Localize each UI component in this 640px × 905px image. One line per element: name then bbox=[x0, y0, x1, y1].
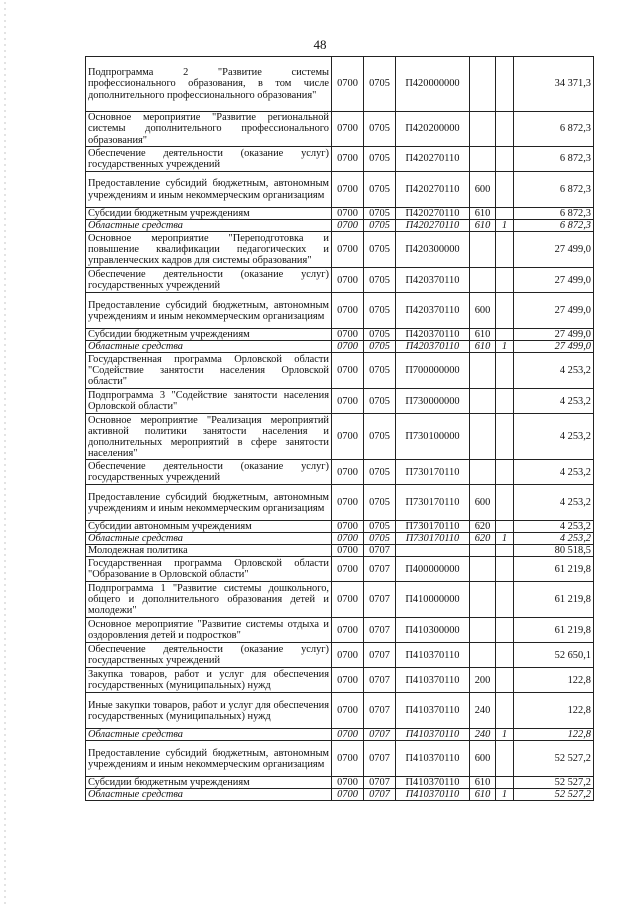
target-article-cell: П400000000 bbox=[396, 557, 470, 582]
funding-source-cell bbox=[496, 112, 514, 147]
row-name-cell: Субсидии бюджетным учреждениям bbox=[86, 208, 332, 220]
table-row bbox=[86, 293, 594, 329]
section-code-cell: 0700 bbox=[332, 147, 364, 172]
amount-cell: 6 872,3 bbox=[514, 112, 594, 147]
table-row bbox=[86, 232, 594, 268]
page-number: 48 bbox=[313, 37, 327, 52]
amount-cell: 61 219,8 bbox=[514, 618, 594, 643]
funding-source-cell bbox=[496, 521, 514, 533]
row-name-cell: Предоставление субсидий бюджетным, автономным учреждениям и иным некоммерческим организациям bbox=[86, 741, 332, 777]
target-article-cell bbox=[396, 545, 470, 557]
row-name-cell: Обеспечение деятельности (оказание услуг) государственных учреждений bbox=[86, 268, 332, 293]
section-code-cell: 0700 bbox=[332, 414, 364, 460]
section-code-cell: 0700 bbox=[332, 521, 364, 533]
target-article-cell: П730170110 bbox=[396, 533, 470, 545]
target-article-cell: П410370110 bbox=[396, 693, 470, 729]
subsection-code-cell: 0705 bbox=[364, 485, 396, 521]
funding-source-cell: 1 bbox=[496, 533, 514, 545]
section-code-cell: 0700 bbox=[332, 112, 364, 147]
row-name-cell: Молодежная политика bbox=[86, 545, 332, 557]
target-article-cell: П410000000 bbox=[396, 582, 470, 618]
funding-source-cell: 1 bbox=[496, 341, 514, 353]
section-code-cell: 0700 bbox=[332, 232, 364, 268]
subsection-code-cell: 0705 bbox=[364, 533, 396, 545]
row-name-cell: Иные закупки товаров, работ и услуг для обеспечения государственных (муниципальных) нужд bbox=[86, 693, 332, 729]
expense-type-cell bbox=[470, 414, 496, 460]
table-row bbox=[86, 729, 594, 741]
row-name-cell: Областные средства bbox=[86, 789, 332, 801]
expense-type-cell bbox=[470, 389, 496, 414]
section-code-cell: 0700 bbox=[332, 777, 364, 789]
expense-type-cell: 600 bbox=[470, 485, 496, 521]
amount-cell: 52 527,2 bbox=[514, 741, 594, 777]
subsection-code-cell: 0707 bbox=[364, 582, 396, 618]
amount-cell: 6 872,3 bbox=[514, 147, 594, 172]
section-code-cell: 0700 bbox=[332, 329, 364, 341]
funding-source-cell bbox=[496, 693, 514, 729]
table-row bbox=[86, 485, 594, 521]
funding-source-cell bbox=[496, 582, 514, 618]
amount-cell: 6 872,3 bbox=[514, 208, 594, 220]
funding-source-cell bbox=[496, 557, 514, 582]
section-code-cell: 0700 bbox=[332, 643, 364, 668]
amount-cell: 27 499,0 bbox=[514, 329, 594, 341]
table-row bbox=[86, 147, 594, 172]
amount-cell: 6 872,3 bbox=[514, 172, 594, 208]
subsection-code-cell: 0707 bbox=[364, 741, 396, 777]
expense-type-cell: 610 bbox=[470, 329, 496, 341]
expense-type-cell: 620 bbox=[470, 533, 496, 545]
row-name-cell: Предоставление субсидий бюджетным, автономным учреждениям и иным некоммерческим организациям bbox=[86, 293, 332, 329]
amount-cell: 122,8 bbox=[514, 668, 594, 693]
table-row bbox=[86, 545, 594, 557]
amount-cell: 27 499,0 bbox=[514, 268, 594, 293]
table-row bbox=[86, 460, 594, 485]
table-row bbox=[86, 172, 594, 208]
funding-source-cell bbox=[496, 643, 514, 668]
expense-type-cell bbox=[470, 268, 496, 293]
amount-cell: 52 527,2 bbox=[514, 789, 594, 801]
row-name-cell: Предоставление субсидий бюджетным, автономным учреждениям и иным некоммерческим организациям bbox=[86, 172, 332, 208]
subsection-code-cell: 0705 bbox=[364, 232, 396, 268]
subsection-code-cell: 0707 bbox=[364, 557, 396, 582]
amount-cell: 34 371,3 bbox=[514, 57, 594, 112]
subsection-code-cell: 0707 bbox=[364, 618, 396, 643]
row-name-cell: Основное мероприятие "Развитие системы отдыха и оздоровления детей и подростков" bbox=[86, 618, 332, 643]
funding-source-cell bbox=[496, 147, 514, 172]
expense-type-cell: 200 bbox=[470, 668, 496, 693]
funding-source-cell: 1 bbox=[496, 789, 514, 801]
amount-cell: 122,8 bbox=[514, 729, 594, 741]
table-row bbox=[86, 643, 594, 668]
expense-type-cell: 610 bbox=[470, 341, 496, 353]
funding-source-cell bbox=[496, 389, 514, 414]
row-name-cell: Подпрограмма 1 "Развитие системы дошкольного, общего и дополнительного образования детей и молодежи" bbox=[86, 582, 332, 618]
section-code-cell: 0700 bbox=[332, 533, 364, 545]
target-article-cell: П730000000 bbox=[396, 389, 470, 414]
target-article-cell: П730170110 bbox=[396, 485, 470, 521]
table-row bbox=[86, 208, 594, 220]
section-code-cell: 0700 bbox=[332, 582, 364, 618]
binder-holes bbox=[4, 0, 6, 905]
row-name-cell: Основное мероприятие "Переподготовка и повышение квалификации педагогических и управленческих кадров для системы образования" bbox=[86, 232, 332, 268]
expense-type-cell bbox=[470, 353, 496, 389]
subsection-code-cell: 0705 bbox=[364, 220, 396, 232]
subsection-code-cell: 0705 bbox=[364, 147, 396, 172]
funding-source-cell bbox=[496, 741, 514, 777]
target-article-cell: П410370110 bbox=[396, 729, 470, 741]
expense-type-cell: 240 bbox=[470, 693, 496, 729]
expense-type-cell bbox=[470, 112, 496, 147]
amount-cell: 4 253,2 bbox=[514, 353, 594, 389]
subsection-code-cell: 0707 bbox=[364, 729, 396, 741]
target-article-cell: П700000000 bbox=[396, 353, 470, 389]
section-code-cell: 0700 bbox=[332, 341, 364, 353]
row-name-cell: Основное мероприятие "Реализация мероприятий активной политики занятости населения и дополнительных мероприятий в сфере занятости населения" bbox=[86, 414, 332, 460]
amount-cell: 61 219,8 bbox=[514, 557, 594, 582]
expense-type-cell bbox=[470, 57, 496, 112]
subsection-code-cell: 0705 bbox=[364, 172, 396, 208]
row-name-cell: Предоставление субсидий бюджетным, автономным учреждениям и иным некоммерческим организациям bbox=[86, 485, 332, 521]
row-name-cell: Областные средства bbox=[86, 220, 332, 232]
target-article-cell: П420300000 bbox=[396, 232, 470, 268]
table-row bbox=[86, 220, 594, 232]
section-code-cell: 0700 bbox=[332, 668, 364, 693]
table-row bbox=[86, 777, 594, 789]
expense-type-cell: 600 bbox=[470, 293, 496, 329]
expense-type-cell bbox=[470, 618, 496, 643]
row-name-cell: Обеспечение деятельности (оказание услуг) государственных учреждений bbox=[86, 643, 332, 668]
table-row bbox=[86, 618, 594, 643]
row-name-cell: Субсидии бюджетным учреждениям bbox=[86, 329, 332, 341]
subsection-code-cell: 0705 bbox=[364, 353, 396, 389]
table-row bbox=[86, 789, 594, 801]
target-article-cell: П730100000 bbox=[396, 414, 470, 460]
target-article-cell: П410370110 bbox=[396, 643, 470, 668]
amount-cell: 4 253,2 bbox=[514, 533, 594, 545]
subsection-code-cell: 0707 bbox=[364, 668, 396, 693]
subsection-code-cell: 0707 bbox=[364, 693, 396, 729]
row-name-cell: Государственная программа Орловской области "Образование в Орловской области" bbox=[86, 557, 332, 582]
expense-type-cell bbox=[470, 460, 496, 485]
subsection-code-cell: 0705 bbox=[364, 293, 396, 329]
target-article-cell: П420270110 bbox=[396, 172, 470, 208]
subsection-code-cell: 0705 bbox=[364, 268, 396, 293]
target-article-cell: П420370110 bbox=[396, 341, 470, 353]
table-row bbox=[86, 268, 594, 293]
section-code-cell: 0700 bbox=[332, 293, 364, 329]
subsection-code-cell: 0705 bbox=[364, 414, 396, 460]
amount-cell: 52 650,1 bbox=[514, 643, 594, 668]
table-row bbox=[86, 353, 594, 389]
target-article-cell: П420200000 bbox=[396, 112, 470, 147]
subsection-code-cell: 0705 bbox=[364, 57, 396, 112]
funding-source-cell bbox=[496, 208, 514, 220]
table-row bbox=[86, 389, 594, 414]
amount-cell: 27 499,0 bbox=[514, 293, 594, 329]
table-row bbox=[86, 582, 594, 618]
row-name-cell: Областные средства bbox=[86, 729, 332, 741]
subsection-code-cell: 0707 bbox=[364, 777, 396, 789]
amount-cell: 27 499,0 bbox=[514, 341, 594, 353]
subsection-code-cell: 0705 bbox=[364, 329, 396, 341]
section-code-cell: 0700 bbox=[332, 57, 364, 112]
section-code-cell: 0700 bbox=[332, 789, 364, 801]
table-row bbox=[86, 741, 594, 777]
funding-source-cell bbox=[496, 268, 514, 293]
target-article-cell: П410370110 bbox=[396, 741, 470, 777]
section-code-cell: 0700 bbox=[332, 545, 364, 557]
expense-type-cell: 610 bbox=[470, 220, 496, 232]
subsection-code-cell: 0705 bbox=[364, 208, 396, 220]
row-name-cell: Областные средства bbox=[86, 533, 332, 545]
subsection-code-cell: 0707 bbox=[364, 545, 396, 557]
expense-type-cell bbox=[470, 147, 496, 172]
row-name-cell: Основное мероприятие "Развитие региональной системы дополнительного профессионального образования" bbox=[86, 112, 332, 147]
section-code-cell: 0700 bbox=[332, 172, 364, 208]
funding-source-cell: 1 bbox=[496, 220, 514, 232]
target-article-cell: П420370110 bbox=[396, 329, 470, 341]
amount-cell: 4 253,2 bbox=[514, 414, 594, 460]
funding-source-cell bbox=[496, 485, 514, 521]
expense-type-cell bbox=[470, 545, 496, 557]
target-article-cell: П420270110 bbox=[396, 220, 470, 232]
row-name-cell: Государственная программа Орловской области "Содействие занятости населения Орловской области" bbox=[86, 353, 332, 389]
row-name-cell: Закупка товаров, работ и услуг для обеспечения государственных (муниципальных) нужд bbox=[86, 668, 332, 693]
amount-cell: 4 253,2 bbox=[514, 460, 594, 485]
table-row bbox=[86, 112, 594, 147]
section-code-cell: 0700 bbox=[332, 389, 364, 414]
subsection-code-cell: 0705 bbox=[364, 521, 396, 533]
target-article-cell: П420370110 bbox=[396, 293, 470, 329]
target-article-cell: П420370110 bbox=[396, 268, 470, 293]
section-code-cell: 0700 bbox=[332, 460, 364, 485]
target-article-cell: П410300000 bbox=[396, 618, 470, 643]
target-article-cell: П410370110 bbox=[396, 789, 470, 801]
amount-cell: 6 872,3 bbox=[514, 220, 594, 232]
row-name-cell: Подпрограмма 3 "Содействие занятости населения Орловской области" bbox=[86, 389, 332, 414]
expense-type-cell: 240 bbox=[470, 729, 496, 741]
amount-cell: 4 253,2 bbox=[514, 485, 594, 521]
budget-table-body bbox=[86, 57, 594, 801]
funding-source-cell bbox=[496, 777, 514, 789]
amount-cell: 80 518,5 bbox=[514, 545, 594, 557]
funding-source-cell bbox=[496, 293, 514, 329]
expense-type-cell bbox=[470, 557, 496, 582]
section-code-cell: 0700 bbox=[332, 485, 364, 521]
table-row bbox=[86, 414, 594, 460]
section-code-cell: 0700 bbox=[332, 208, 364, 220]
funding-source-cell: 1 bbox=[496, 729, 514, 741]
table-row bbox=[86, 693, 594, 729]
subsection-code-cell: 0705 bbox=[364, 341, 396, 353]
funding-source-cell bbox=[496, 329, 514, 341]
amount-cell: 4 253,2 bbox=[514, 521, 594, 533]
expense-type-cell: 620 bbox=[470, 521, 496, 533]
table-row bbox=[86, 668, 594, 693]
funding-source-cell bbox=[496, 414, 514, 460]
subsection-code-cell: 0705 bbox=[364, 460, 396, 485]
row-name-cell: Субсидии бюджетным учреждениям bbox=[86, 777, 332, 789]
funding-source-cell bbox=[496, 618, 514, 643]
amount-cell: 61 219,8 bbox=[514, 582, 594, 618]
expense-type-cell: 600 bbox=[470, 172, 496, 208]
expense-type-cell bbox=[470, 582, 496, 618]
table-row bbox=[86, 521, 594, 533]
expense-type-cell: 610 bbox=[470, 777, 496, 789]
subsection-code-cell: 0705 bbox=[364, 389, 396, 414]
table-row bbox=[86, 57, 594, 112]
amount-cell: 27 499,0 bbox=[514, 232, 594, 268]
funding-source-cell bbox=[496, 232, 514, 268]
funding-source-cell bbox=[496, 172, 514, 208]
subsection-code-cell: 0707 bbox=[364, 789, 396, 801]
expense-type-cell: 610 bbox=[470, 789, 496, 801]
section-code-cell: 0700 bbox=[332, 618, 364, 643]
subsection-code-cell: 0707 bbox=[364, 643, 396, 668]
amount-cell: 52 527,2 bbox=[514, 777, 594, 789]
funding-source-cell bbox=[496, 57, 514, 112]
table-row bbox=[86, 557, 594, 582]
row-name-cell: Подпрограмма 2 "Развитие системы профессионального образования, в том числе дополнительного профессионального образования" bbox=[86, 57, 332, 112]
section-code-cell: 0700 bbox=[332, 220, 364, 232]
subsection-code-cell: 0705 bbox=[364, 112, 396, 147]
section-code-cell: 0700 bbox=[332, 741, 364, 777]
section-code-cell: 0700 bbox=[332, 557, 364, 582]
funding-source-cell bbox=[496, 545, 514, 557]
row-name-cell: Областные средства bbox=[86, 341, 332, 353]
target-article-cell: П420270110 bbox=[396, 208, 470, 220]
target-article-cell: П420000000 bbox=[396, 57, 470, 112]
target-article-cell: П410370110 bbox=[396, 668, 470, 693]
table-row bbox=[86, 341, 594, 353]
expense-type-cell bbox=[470, 643, 496, 668]
amount-cell: 122,8 bbox=[514, 693, 594, 729]
target-article-cell: П420270110 bbox=[396, 147, 470, 172]
funding-source-cell bbox=[496, 460, 514, 485]
row-name-cell: Обеспечение деятельности (оказание услуг) государственных учреждений bbox=[86, 460, 332, 485]
expense-type-cell bbox=[470, 232, 496, 268]
row-name-cell: Обеспечение деятельности (оказание услуг) государственных учреждений bbox=[86, 147, 332, 172]
row-name-cell: Субсидии автономным учреждениям bbox=[86, 521, 332, 533]
funding-source-cell bbox=[496, 353, 514, 389]
budget-table bbox=[85, 56, 594, 801]
section-code-cell: 0700 bbox=[332, 268, 364, 293]
funding-source-cell bbox=[496, 668, 514, 693]
expense-type-cell: 610 bbox=[470, 208, 496, 220]
target-article-cell: П730170110 bbox=[396, 460, 470, 485]
expense-type-cell: 600 bbox=[470, 741, 496, 777]
table-row bbox=[86, 533, 594, 545]
target-article-cell: П410370110 bbox=[396, 777, 470, 789]
table-row bbox=[86, 329, 594, 341]
section-code-cell: 0700 bbox=[332, 693, 364, 729]
target-article-cell: П730170110 bbox=[396, 521, 470, 533]
amount-cell: 4 253,2 bbox=[514, 389, 594, 414]
section-code-cell: 0700 bbox=[332, 353, 364, 389]
section-code-cell: 0700 bbox=[332, 729, 364, 741]
